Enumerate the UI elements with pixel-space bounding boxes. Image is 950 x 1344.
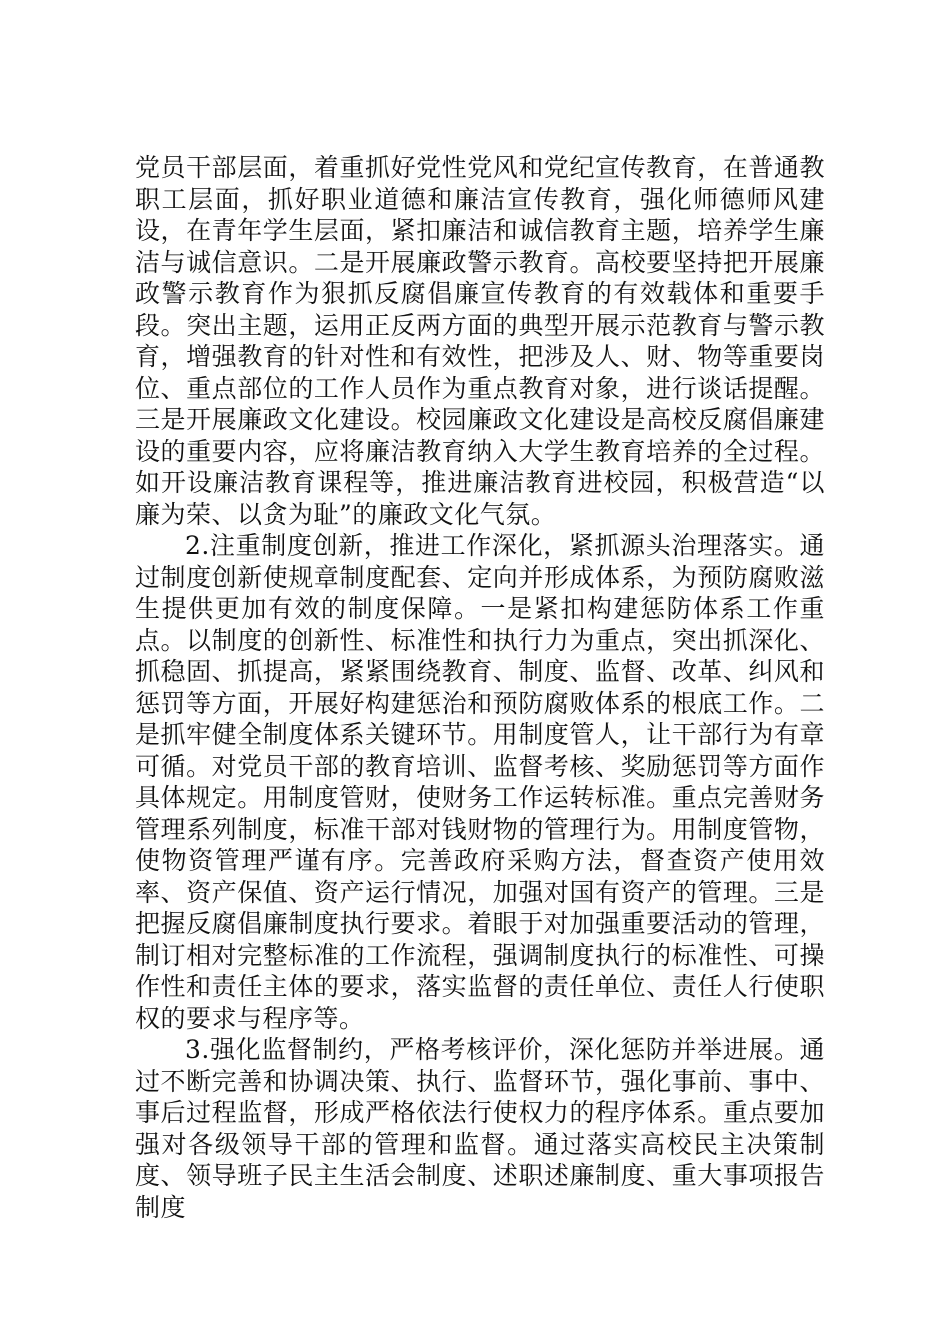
body-text bbox=[135, 152, 825, 1223]
paragraph-2: 2.注重制度创新，推进工作深化，紧抓源头治理落实。通过制度创新使规章制度配套、定向并形成体系，为预防腐败滋生提供更加有效的制度保障。一是紧扣构建惩防体系工作重点。以制度的创新性、标准性和执行力为重点，突出抓深化、抓稳固、抓提高，紧紧围绕教育、制度、监督、改革、纠风和惩罚等方面，开展好构建惩治和预防腐败体系的根底工作。二是抓牢健全制度体系关键环节。用制度管人，让干部行为有章可循。对党员干部的教育培训、监督考核、奖励惩罚等方面作具体规定。用制度管财，使财务工作运转标准。重点完善财务管理系列制度，标准干部对钱财物的管理行为。用制度管物，使物资管理严谨有序。完善政府采购方法，督查资产使用效率、资产保值、资产运行情况，加强对国有资产的管理。三是把握反腐倡廉制度执行要求。着眼于对加强重要活动的管理，制订相对完整标准的工作流程，强调制度执行的标准性、可操作性和责任主体的要求，落实监督的责任单位、责任人行使职权的要求与程序等。 bbox=[135, 531, 825, 1033]
paragraph-3: 3.强化监督制约，严格考核评价，深化惩防并举进展。通过不断完善和协调决策、执行、监督环节，强化事前、事中、事后过程监督，形成严格依法行使权力的程序体系。重点要加强对各级领导干部的管理和监督。通过落实高校民主决策制度、领导班子民主生活会制度、述职述廉制度、重大事项报告制度 bbox=[135, 1035, 825, 1222]
paragraph-1: 党员干部层面，着重抓好党性党风和党纪宣传教育，在普通教职工层面，抓好职业道德和廉洁宣传教育，强化师德师风建设，在青年学生层面，紧扣廉洁和诚信教育主题，培养学生廉洁与诚信意识。二是开展廉政警示教育。高校要坚持把开展廉政警示教育作为狠抓反腐倡廉宣传教育的有效载体和重要手段。突出主题，运用正反两方面的典型开展示范教育与警示教育，增强教育的针对性和有效性，把涉及人、财、物等重要岗位、重点部位的工作人员作为重点教育对象，进行谈话提醒。三是开展廉政文化建设。校园廉政文化建设是高校反腐倡廉建设的重要内容，应将廉洁教育纳入大学生教育培养的全过程。如开设廉洁教育课程等，推进廉洁教育进校园，积极营造“以廉为荣、以贪为耻”的廉政文化气氛。 bbox=[135, 153, 825, 529]
